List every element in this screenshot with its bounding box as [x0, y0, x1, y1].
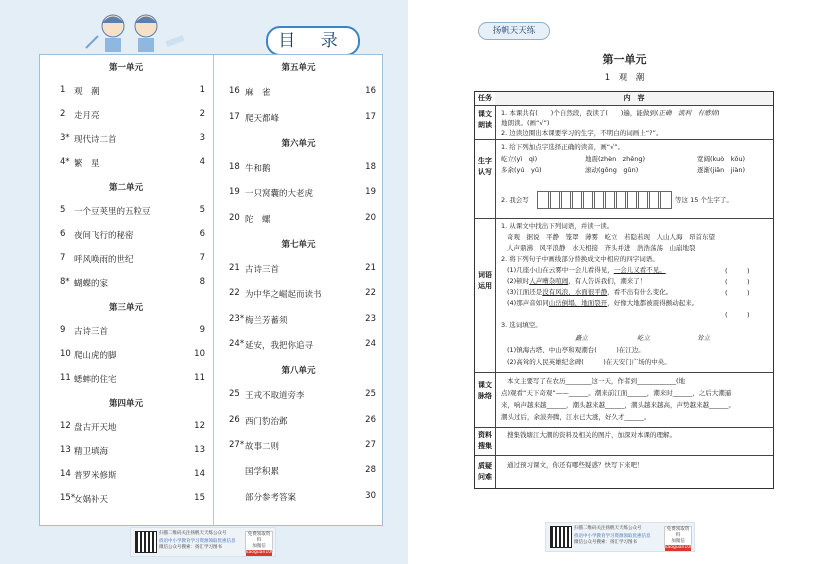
header-task: 任务	[478, 94, 492, 102]
s3-fill-2: (2)高耸的人民英雄纪念碑( )在天安门广场的中央。	[507, 358, 671, 366]
lesson-number: 24*	[229, 339, 245, 349]
s4-line-4: 潮头过后，余波奔腾，江水已大涨，好久才______。	[501, 413, 651, 421]
footer-ad	[130, 527, 276, 557]
s3-option-2: 屹立	[637, 334, 650, 342]
footer-line-3: 微信公众号搜索：扬汇学习图书	[159, 545, 222, 550]
s3-q4b: ，好像大地都被震得颤动起来。	[607, 299, 699, 307]
s3-line-3: 3. 选词填空。	[501, 321, 542, 329]
s3-q4a: (4)那声音如同	[507, 299, 549, 307]
page-number: 28	[365, 465, 376, 475]
unit-heading: 第三单元	[108, 303, 143, 313]
page-number: 12	[194, 421, 205, 431]
s6-line-1: 通过预习课文，你还有哪些疑惑？快写下来吧！	[507, 461, 644, 469]
page-number: 1	[199, 85, 205, 95]
page-number: 15	[194, 493, 205, 503]
lesson-title: 夜间飞行的秘密	[74, 231, 134, 241]
toc-page	[0, 0, 408, 564]
qr-code-icon[interactable]	[135, 531, 157, 553]
page-number: 19	[365, 187, 376, 197]
lesson-title: 故事二则	[245, 442, 280, 452]
unit-heading: 第五单元	[281, 63, 316, 73]
s1-line-1: 1. 本课共有( )个自然段，我读了( )遍，能做到(	[501, 109, 659, 117]
lesson-number: 8*	[60, 277, 70, 287]
toc-title: 目 录	[266, 26, 360, 56]
lesson-number: 14	[60, 469, 71, 479]
page-number: 9	[199, 325, 205, 335]
lesson-title: 精卫填海	[74, 447, 109, 457]
lesson-number: 15*	[60, 493, 76, 503]
page-number: 5	[199, 205, 205, 215]
lesson-number: 21	[229, 263, 240, 273]
s2-r1b: 地震(zhèn zhěng)	[585, 155, 645, 163]
footer-tag-3: kaoguan100	[246, 550, 274, 555]
footer-tag-1: 免费领取资料	[247, 532, 271, 543]
s3-fill-1: (1)镇海古塔、中山亭和观潮台( )在江边。	[507, 346, 645, 354]
lesson-title: 走月亮	[74, 111, 100, 121]
lesson-title: 1 观 潮	[604, 73, 645, 83]
page-number: 26	[365, 415, 376, 425]
lesson-title: 一个豆荚里的五粒豆	[74, 207, 151, 217]
lesson-number: 2	[60, 109, 66, 119]
s3-q3a: (3)江面还是	[507, 288, 543, 296]
lesson-title: 西门豹治邺	[245, 417, 288, 427]
s2-r2a: 多余(yú yǔ)	[501, 166, 542, 174]
label-characters: 生字认写	[478, 157, 492, 176]
lesson-number: 7	[60, 253, 66, 263]
task-table	[474, 91, 774, 489]
s2-r2c: 逐渐(jiān jiàn)	[697, 166, 746, 174]
s3-q2u: 人声嘈杂喧闹	[529, 277, 569, 285]
lesson-number: 25	[229, 389, 240, 399]
lesson-page	[427, 0, 822, 564]
toc-column-1	[40, 55, 212, 525]
s3-q3b: ，看不出有什么变化。	[607, 288, 673, 296]
lesson-title: 梅兰芳蓄须	[245, 316, 288, 326]
page-number: 8	[199, 277, 205, 287]
page-number: 14	[194, 469, 205, 479]
toc-column-2	[213, 55, 383, 525]
footer-tag-3: kaoguan100	[665, 545, 693, 550]
lesson-title: 国学积累	[245, 467, 280, 477]
footer-tag	[245, 531, 273, 553]
s3-q4u: 山岳倒塌，地面裂开	[548, 299, 608, 307]
page-number: 3	[199, 133, 205, 143]
lesson-number: 23*	[229, 314, 245, 324]
lesson-number: 5	[60, 205, 66, 215]
lesson-number: 20	[229, 213, 240, 223]
lesson-title: 麻 雀	[245, 88, 271, 98]
s3-q1b: 一会儿又看不见。	[613, 266, 666, 274]
lesson-title: 牛和鹅	[245, 164, 271, 174]
lesson-number: 1	[60, 85, 66, 95]
lesson-number: 18	[229, 162, 240, 172]
lesson-title: 古诗三首	[245, 265, 280, 275]
s2-r2b: 滚动(gōng gǔn)	[585, 166, 639, 174]
answer-paren-4[interactable]: ( )	[725, 311, 750, 319]
lesson-number: 9	[60, 325, 66, 335]
footer-tag	[664, 526, 692, 548]
lesson-title: 蝴蝶的家	[74, 279, 109, 289]
s3-option-1: 矗立	[575, 334, 588, 342]
s5-line-1: 搜集钱塘江大潮的资料及相关的图片，加深对本课的理解。	[507, 431, 676, 439]
lesson-title: 女娲补天	[74, 495, 109, 505]
s2-r1c: 宽阔(kuò kōu)	[697, 155, 746, 163]
lesson-title: 繁 星	[74, 159, 100, 169]
s1-options: 正确 流利 有感情	[658, 109, 717, 117]
lesson-title: 延安，我把你追寻	[245, 341, 314, 351]
unit-heading: 第六单元	[281, 139, 316, 149]
lesson-title: 呼风唤雨的世纪	[74, 255, 134, 265]
s1-line-2: 地朗读。(画“√”)	[501, 119, 550, 127]
s4-line-3: 来，响声越来越______，潮头越来越______，潮头越来越高，声势越来越______。	[501, 401, 735, 409]
lesson-number: 10	[60, 349, 71, 359]
lesson-number: 17	[229, 112, 240, 122]
unit-title: 第一单元	[602, 53, 647, 66]
s3-words-2: 人声鼎沸 风平浪静 水天相接 齐头并进 浩浩荡荡 山崩地裂	[507, 244, 696, 252]
footer-tag-2: 加微信	[671, 539, 685, 544]
label-research: 资料搜集	[478, 431, 492, 450]
answer-paren-2[interactable]: ( )	[725, 278, 750, 286]
page-number: 6	[199, 229, 205, 239]
label-outline: 课文脉络	[478, 381, 492, 400]
lesson-number: 26	[229, 415, 240, 425]
lesson-title: 为中华之崛起而读书	[245, 290, 322, 300]
lesson-number: 16	[229, 86, 240, 96]
unit-heading: 第二单元	[108, 183, 143, 193]
answer-paren-3[interactable]: ( )	[725, 289, 750, 297]
lesson-title: 古诗三首	[74, 327, 109, 337]
lesson-number: 19	[229, 187, 240, 197]
footer-line-3: 微信公众号搜索：扬汇学习图书	[574, 540, 637, 545]
footer-line-2: 找语中小学教育学习资源领取优惠信息	[159, 539, 236, 544]
writing-box[interactable]	[658, 191, 672, 209]
page-number: 11	[194, 373, 205, 383]
lesson-title: 陀 螺	[245, 215, 271, 225]
page-number: 30	[365, 491, 376, 501]
header-content: 内 容	[495, 92, 773, 105]
footer-tag-2: 加微信	[252, 544, 266, 549]
lesson-number: 4*	[60, 157, 70, 167]
s1-line-1b: )	[716, 109, 720, 117]
s3-words-1: 奇观 据说 平静 笼罩 薄雾 屹立 若隐若现 人山人海 昂首东望	[507, 233, 715, 241]
lesson-title: 盘古开天地	[74, 423, 117, 433]
page-number: 13	[194, 445, 205, 455]
lesson-title: 观 潮	[74, 87, 100, 97]
s3-line-1: 1. 从课文中找出下列词语，并读一读。	[501, 222, 614, 230]
lesson-title: 爬天都峰	[245, 114, 280, 124]
s3-option-3: 耸立	[697, 334, 710, 342]
footer-line-1: 扫描二维码关注扬帆天天练公众号	[159, 531, 227, 536]
brand-badge: 扬帆天天练	[478, 22, 550, 40]
footer-tag-1: 免费领取资料	[666, 527, 690, 538]
lesson-number: 11	[60, 373, 71, 383]
kids-illustration-icon	[78, 8, 188, 54]
lesson-number: 22	[229, 288, 240, 298]
page-number: 10	[194, 349, 205, 359]
lesson-number: 3*	[60, 133, 70, 143]
s2-line-2: 2. 我会写	[501, 196, 529, 204]
s4-line-1: 本文主要写了在农历________这一天，作者到____________(地	[507, 377, 686, 385]
s3-q2a: (2)顿时	[507, 277, 530, 285]
label-questions: 质疑问难	[478, 462, 492, 481]
page-number: 7	[199, 253, 205, 263]
s3-line-2: 2. 将下列句子中画线部分替换成文中相应的四字词语。	[501, 255, 659, 263]
lesson-title: 一只窝囊的大老虎	[245, 189, 314, 199]
lesson-title: 现代诗二首	[74, 135, 117, 145]
page-number: 27	[365, 440, 376, 450]
s1-line-3: 2. 边读边圈出本课要学习的生字，不明白的词画上“?”。	[501, 129, 663, 137]
s2-r1a: 屹立(yì qì)	[501, 155, 538, 163]
page-number: 20	[365, 213, 376, 223]
page-number: 23	[365, 314, 376, 324]
footer-line-1: 扫描二维码关注扬帆天天练公众号	[574, 526, 642, 531]
page-number: 18	[365, 162, 376, 172]
s3-q2b: ，有人告诉我们，潮来了！	[568, 277, 647, 285]
s4-line-2: 点)观看“天下奇观”——______。潮来前江面______，潮来时______，之后大潮逼	[501, 389, 732, 397]
lesson-number: 12	[60, 421, 71, 431]
s2-line-2b: 等这 15 个生字了。	[675, 196, 733, 204]
qr-code-icon[interactable]	[550, 526, 572, 548]
page-number: 24	[365, 339, 376, 349]
page-number: 4	[199, 157, 205, 167]
footer-ad-right	[545, 522, 695, 552]
s2-line-1: 1. 给下列加点字选择正确的读音，画“√”。	[501, 143, 625, 151]
toc-table	[39, 54, 383, 526]
label-reading: 课文朗读	[478, 110, 492, 129]
unit-heading: 第四单元	[108, 399, 143, 409]
lesson-number: 13	[60, 445, 71, 455]
page-number: 17	[365, 112, 376, 122]
unit-heading: 第七单元	[281, 240, 316, 250]
answer-paren-1[interactable]: ( )	[725, 267, 750, 275]
lesson-title: 部分参考答案	[245, 493, 297, 503]
lesson-number: 27*	[229, 440, 245, 450]
lesson-title: 普罗米修斯	[74, 471, 117, 481]
lesson-title: 爬山虎的脚	[74, 351, 117, 361]
page-number: 21	[365, 263, 376, 273]
lesson-title: 蟋蟀的住宅	[74, 375, 117, 385]
page-number: 2	[199, 109, 205, 119]
s3-q1a: (1)几座小山在云雾中一会儿看得见，	[507, 266, 614, 274]
unit-heading: 第一单元	[108, 63, 143, 73]
page-number: 22	[365, 288, 376, 298]
page-number: 16	[365, 86, 376, 96]
page-number: 25	[365, 389, 376, 399]
s3-q3u: 没有风浪，水面很平静	[542, 288, 608, 296]
footer-line-2: 找语中小学教育学习资源领取优惠信息	[574, 534, 651, 539]
label-word-use: 词语运用	[478, 271, 492, 290]
lesson-title: 王戎不取道旁李	[245, 391, 305, 401]
lesson-number: 6	[60, 229, 66, 239]
unit-heading: 第八单元	[281, 366, 316, 376]
